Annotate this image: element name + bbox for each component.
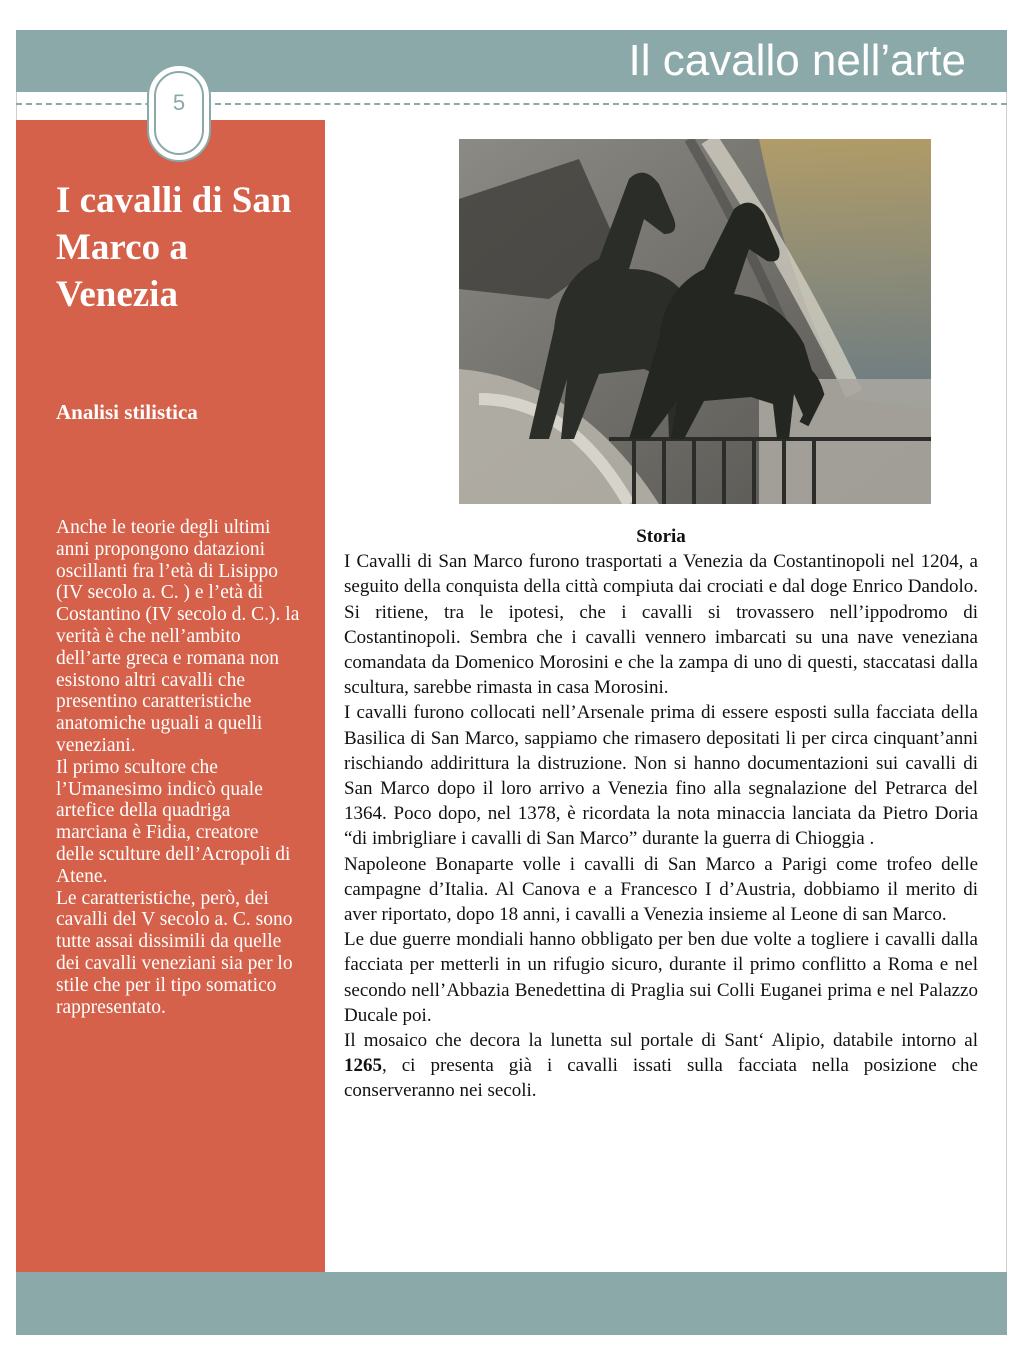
sidebar-text [56,517,301,1018]
sidebar-heading: I cavalli di San Marco a Venezia [56,180,292,315]
page-number: 5 [172,90,186,115]
article [344,524,978,1104]
article-paragraph [344,1028,978,1104]
horses-photo [459,139,931,504]
article-paragraph: I cavalli furono collocati nell’Arsenale prima di essere esposti sulla facciata della Basilica di San Marco, sappiamo che rimasero depositati li per circa cinquant’anni rischiando addirittura la distruzione. Non si hanno documentazioni sui cavalli di San Marco dopo il loro arrivo a Venezia fino alla segnalazione del Petrarca del 1364. Poco dopo, nel 1378, è ricordata la nota minaccia lanciata da Pietro Doria “di imbrigliare i cavalli di San Marco” durante la guerra di Chioggia . [344,702,978,850]
sidebar-paragraph: Il primo scultore che l’Umanesimo indicò quale artefice della quadriga marciana è Fidia, creatore delle sculture dell’Acropoli di Atene. [56,756,291,887]
article-text: , ci presenta già i cavalli issati sulla facciata nella posizione che conserveranno nei secoli. [344,1055,978,1102]
sidebar-paragraph: Le caratteristiche, però, dei cavalli del V secolo a. C. sono tutte assai dissimili da quelle dei cavalli veneziani sia per lo stile che per il tipo somatico rappresentato. [56,887,293,1018]
page-title: Il cavallo nell’arte [628,36,966,85]
sidebar-paragraph: Anche le teorie degli ultimi anni propongono datazioni oscillanti fra l’età di Lisippo (IV secolo a. C. ) e l’età di Costantino (IV secolo d. C.). la verità è che nell’ambito dell’arte greca e romana non esistono altri cavalli che presentino caratteristiche anatomiche uguali a quelli veneziani. [56,517,300,756]
article-text: Il mosaico che decora la lunetta sul portale di Sant‘ Alipio, databile intorno al [344,1030,978,1052]
article-paragraph: Napoleone Bonaparte volle i cavalli di San Marco a Parigi come trofeo delle campagne d’Italia. Al Canova e a Francesco I d’Austria, dobbiamo il merito di aver riportato, dopo 18 anni, i cavalli a Venezia insieme al Leone di san Marco. [344,853,978,926]
article-year: 1265 [344,1055,382,1077]
footer-band [16,1272,1007,1335]
page-number-badge [147,64,211,162]
horses-photo-illustration [459,139,931,504]
article-paragraph: I Cavalli di San Marco furono trasportati a Venezia da Costantinopoli nel 1204, a seguito della conquista della città compiuta dai crociati e dal doge Enrico Dandolo. Si ritiene, tra le ipotesi, che i cavalli si trovassero nell’ippodromo di Costantinopoli. Sembra che i cavalli vennero imbarcati su una nave veneziana comandata da Domenico Morosini e che la zampa di uno di questi, staccatasi dalla scultura, sarebbe rimasta in casa Morosini. [344,551,978,699]
article-paragraph: Le due guerre mondiali hanno obbligato per ben due volte a togliere i cavalli dalla facciata per metterli in un rifugio sicuro, durante il primo conflitto a Roma e nel secondo nell’Abbazia Benedettina di Praglia sui Colli Euganei prima e nel Palazzo Ducale poi. [344,929,978,1026]
article-heading: Storia [636,526,686,547]
sidebar-subheading: Analisi stilistica [56,400,198,424]
